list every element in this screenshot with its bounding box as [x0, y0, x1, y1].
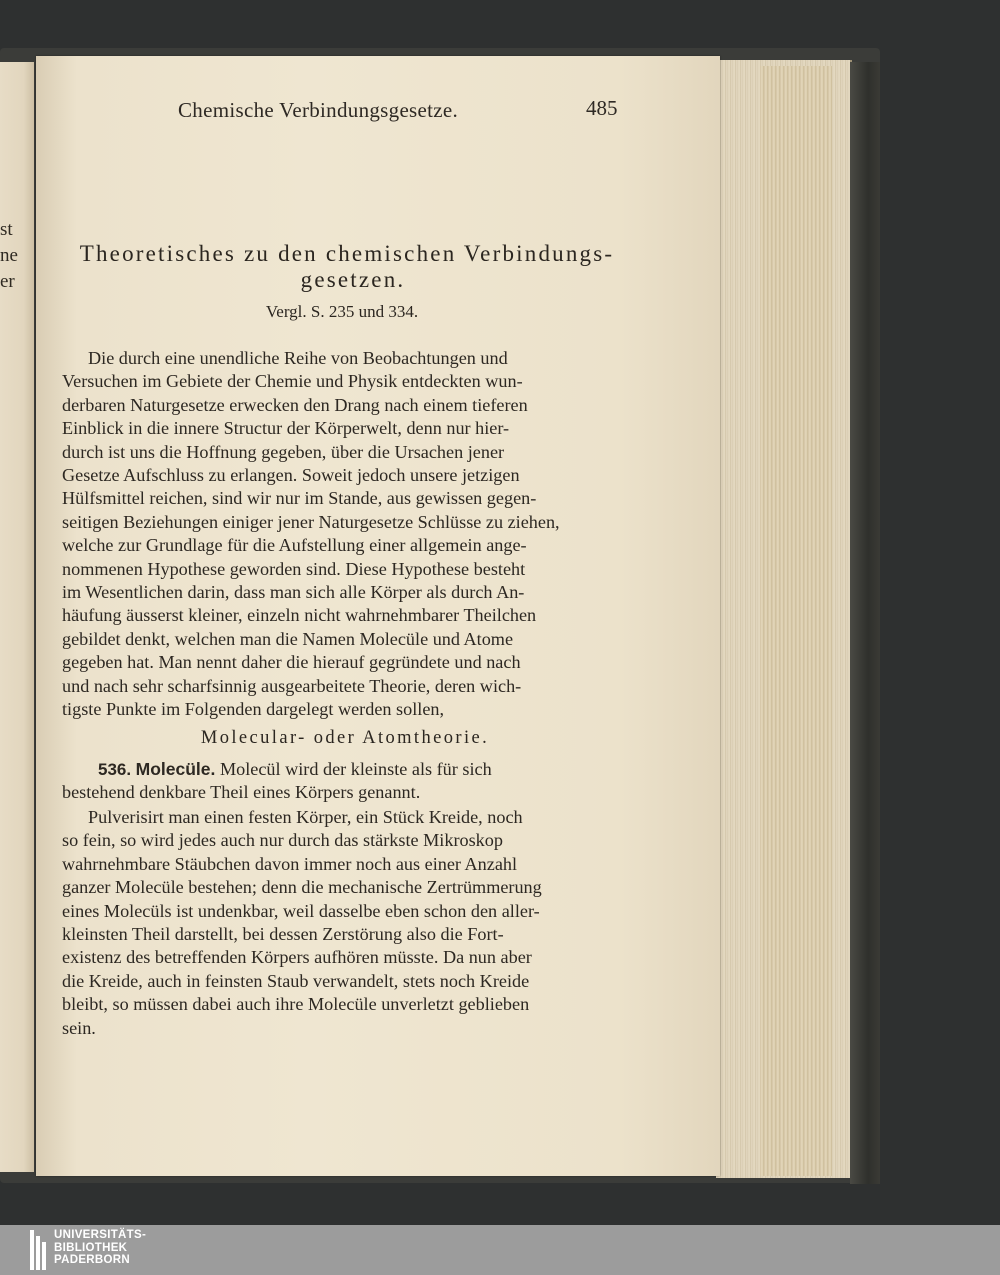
subheading: Molecular- oder Atomtheorie. — [200, 728, 490, 748]
paragraph-2 — [62, 806, 632, 1040]
section-reference: Vergl. S. 235 und 334. — [265, 302, 419, 321]
book-spine — [850, 62, 880, 1184]
paragraph-2-line: die Kreide, auch in feinsten Staub verwandelt, stets noch Kreide — [62, 970, 530, 991]
article-536 — [62, 758, 632, 805]
section-title-line2: gesetzen. — [300, 267, 406, 292]
paragraph-1-line: häufung äusserst kleiner, einzeln nicht wahrnehmbarer Theilchen — [62, 605, 537, 626]
article-line: bestehend denkbare Theil eines Körpers genannt. — [62, 782, 421, 803]
paragraph-1-line: und nach sehr scharfsinnig ausgearbeitete Theorie, deren wich- — [62, 675, 522, 696]
paragraph-2-line: eines Molecüls ist undenkbar, weil dasselbe eben schon den aller- — [62, 900, 540, 921]
article-line1-text: Molecül wird der kleinste als für sich — [215, 759, 492, 779]
left-page-fragment: er — [0, 271, 15, 292]
paragraph-1-line: tigste Punkte im Folgenden dargelegt werden sollen, — [62, 699, 445, 720]
left-page-fragment: st — [0, 219, 13, 240]
paragraph-2-line: bleibt, so müssen dabei auch ihre Molecüle unverletzt geblieben — [62, 994, 530, 1015]
paragraph-1-line: gegeben hat. Man nennt daher die hierauf gegründete und nach — [62, 652, 521, 673]
article-term: Molecüle. — [135, 759, 216, 779]
paragraph-1-line: im Wesentlichen darin, dass man sich alle Körper als durch An- — [62, 582, 525, 603]
library-name-line2: BIBLIOTHEK — [54, 1241, 128, 1254]
section-title-line1: Theoretisches zu den chemischen Verbindungs- — [79, 241, 615, 266]
page-number: 485 — [586, 96, 618, 120]
paragraph-1-line: durch ist uns die Hoffnung gegeben, über die Ursachen jener — [62, 441, 505, 462]
library-name-line3: PADERBORN — [54, 1254, 130, 1266]
paragraph-1-line: nommenen Hypothese geworden sind. Diese Hypothese besteht — [62, 558, 526, 579]
page-block-edges-inner — [760, 66, 832, 1176]
article-number: 536. — [98, 760, 132, 779]
paragraph-2-line: sein. — [62, 1017, 96, 1038]
paragraph-2-line: kleinsten Theil darstellt, bei dessen Zerstörung also die Fort- — [62, 924, 504, 945]
library-logo-text — [54, 1229, 146, 1267]
paragraph-2-line: existenz des betreffenden Körpers aufhören müsste. Da nun aber — [62, 947, 532, 968]
library-footer-bar — [0, 1225, 1000, 1275]
paragraph-2-line: so fein, so wird jedes auch nur durch das stärkste Mikroskop — [62, 830, 503, 851]
paragraph-1-line: welche zur Grundlage für die Aufstellung einer allgemein ange- — [62, 535, 527, 556]
library-logo-icon — [30, 1230, 50, 1270]
paragraph-2-line: Pulverisirt man einen festen Körper, ein Stück Kreide, noch — [88, 807, 523, 827]
library-name-line1: UNIVERSITÄTS- — [54, 1229, 147, 1241]
paragraph-1-line: gebildet denkt, welchen man die Namen Molecüle und Atome — [62, 628, 514, 649]
previous-page-edge — [0, 62, 34, 1172]
paragraph-1-line: Versuchen im Gebiete der Chemie und Physik entdeckten wun- — [62, 371, 523, 392]
paragraph-1-line: Einblick in die innere Structur der Körperwelt, denn nur hier- — [62, 418, 510, 439]
paragraph-1-line: Gesetze Aufschluss zu erlangen. Soweit jedoch unsere jetzigen — [62, 465, 520, 486]
paragraph-2-line: ganzer Molecüle bestehen; denn die mechanische Zertrümmerung — [62, 877, 542, 898]
running-head: Chemische Verbindungsgesetze. — [178, 98, 459, 122]
paragraph-2-line: wahrnehmbare Stäubchen davon immer noch aus einer Anzahl — [62, 853, 518, 874]
paragraph-1-line: derbaren Naturgesetze erwecken den Drang nach einem tieferen — [62, 394, 528, 415]
paragraph-1-line: Hülfsmittel reichen, sind wir nur im Stande, aus gewissen gegen- — [62, 488, 537, 509]
paragraph-1-line: Die durch eine unendliche Reihe von Beobachtungen und — [88, 348, 508, 368]
paragraph-1 — [62, 347, 632, 722]
article-line — [62, 758, 632, 781]
paragraph-1-line: seitigen Beziehungen einiger jener Naturgesetze Schlüsse zu ziehen, — [62, 511, 560, 532]
left-page-fragment: ne — [0, 245, 18, 266]
